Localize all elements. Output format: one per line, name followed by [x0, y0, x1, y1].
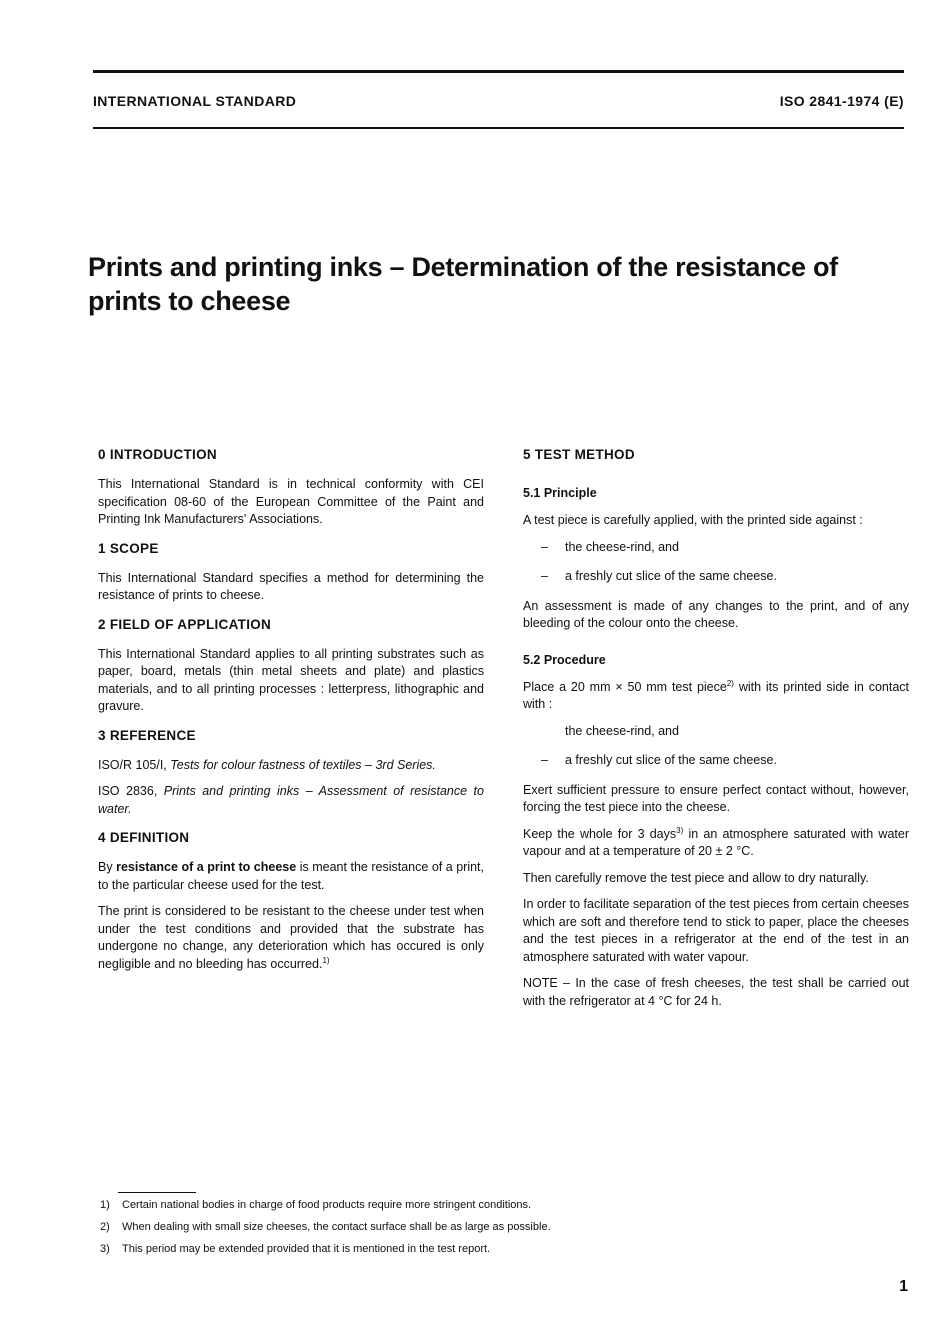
definition-term: resistance of a print to cheese	[116, 860, 297, 874]
footnote-number: 1)	[100, 1199, 110, 1211]
scope-text: This International Standard specifies a method for determining the resistance of prints to cheese.	[98, 570, 484, 602]
document-title	[88, 250, 908, 318]
section-principle	[523, 486, 909, 633]
standard-number-label: ISO 2841-1974 (E)	[779, 93, 904, 109]
reference-1-code: ISO/R 105/I,	[98, 757, 167, 772]
procedure-note: NOTE – In the case of fresh cheeses, the test shall be carried out with the refrigerator at 4 °C for 24 h.	[523, 976, 909, 1008]
right-column	[523, 447, 909, 1022]
principle-assessment: An assessment is made of any changes to the print, and of any bleeding of the colour onto the cheese.	[523, 598, 909, 630]
scope-heading: 1 SCOPE	[98, 540, 159, 556]
field-heading: 2 FIELD OF APPLICATION	[98, 616, 272, 632]
header-bottom-rule	[93, 127, 904, 129]
definition-prefix: By	[98, 860, 113, 874]
footnote-ref-2: 2)	[726, 678, 734, 688]
test-method-heading: 5 TEST METHOD	[523, 447, 635, 462]
footnote-text: Certain national bodies in charge of food products require more stringent conditions.	[122, 1199, 532, 1211]
footnote	[100, 1198, 720, 1213]
footnote-ref-3: 3)	[676, 825, 684, 835]
title-line-1: Prints and printing inks – Determination of the resistance of	[88, 252, 838, 282]
procedure-remove: Then carefully remove the test piece and allow to dry naturally.	[523, 870, 869, 885]
introduction-heading: 0 INTRODUCTION	[98, 447, 217, 462]
definition-heading: 4 DEFINITION	[98, 830, 190, 845]
principle-list-item	[523, 539, 909, 557]
procedure-item-2: a freshly cut slice of the same cheese.	[565, 753, 777, 767]
reference-item-2	[98, 783, 484, 818]
section-scope	[98, 541, 484, 605]
principle-heading: 5.1 Principle	[523, 486, 597, 500]
dash-marker: –	[541, 539, 548, 554]
procedure-intro	[523, 679, 909, 714]
procedure-intro-text: Place a 20 mm × 50 mm test piece	[523, 679, 727, 694]
footnote-text: This period may be extended provided that it is mentioned in the test report.	[122, 1243, 491, 1255]
definition-paragraph-1	[98, 859, 484, 894]
section-procedure	[523, 653, 909, 1011]
footnote	[100, 1242, 720, 1257]
title-line-2: prints to cheese	[88, 286, 291, 316]
footnote-number: 2)	[100, 1221, 110, 1233]
footnotes	[100, 1198, 720, 1264]
procedure-item-1: the cheese-rind, and	[565, 723, 679, 738]
reference-2-code: ISO 2836,	[98, 784, 158, 798]
section-field-of-application	[98, 617, 484, 716]
procedure-heading: 5.2 Procedure	[523, 652, 606, 667]
footnote-separator	[118, 1192, 196, 1193]
reference-1-title: Tests for colour fastness of textiles – 3rd Series.	[170, 757, 436, 772]
footnote-ref-1: 1)	[322, 955, 330, 965]
principle-list-item	[523, 568, 909, 586]
field-text: This International Standard applies to all printing substrates such as paper, board, metals (thin metal sheets and plate) and plastics materials, and to all printing processes : letterpress, lithographic and gravure.	[98, 646, 484, 713]
procedure-list-item	[523, 752, 909, 770]
reference-heading: 3 REFERENCE	[98, 727, 196, 743]
definition-paragraph-2-text: The print is considered to be resistant to the cheese under test when under the test conditions and provided that the substrate has undergone no change, any deterioration which has occured is only negligible and no bleeding has occurred.	[98, 904, 484, 971]
section-reference	[98, 728, 484, 819]
footnote	[100, 1220, 720, 1235]
principle-intro: A test piece is carefully applied, with the printed side against :	[523, 513, 863, 527]
procedure-list-item	[523, 723, 909, 741]
reference-2-title: Prints and printing inks – Assessment of resistance to water.	[98, 784, 484, 816]
header-top-rule	[93, 70, 904, 73]
footnote-number: 3)	[100, 1243, 110, 1255]
principle-item-1: the cheese-rind, and	[565, 539, 679, 554]
section-definition	[98, 830, 484, 973]
procedure-keep-text: Keep the whole for 3 days	[523, 826, 677, 841]
footnote-text: When dealing with small size cheeses, the contact surface shall be as large as possible.	[122, 1221, 551, 1233]
dash-marker: –	[541, 569, 548, 583]
procedure-intro-continued: with its printed side in contact with :	[523, 679, 910, 711]
dash-marker: –	[541, 753, 548, 767]
procedure-keep	[523, 826, 909, 861]
procedure-separation: In order to facilitate separation of the test pieces from certain cheeses which are soft and therefore tend to stick to paper, place the cheeses and the test pieces in a refrigerator at the end of the test in an atmosphere saturated with water vapour.	[523, 897, 909, 964]
introduction-text: This International Standard is in technical conformity with CEI specification 08-60 of the European Committee of the Paint and Printing Ink Manufacturers' Associations.	[98, 477, 484, 526]
document-type-label: INTERNATIONAL STANDARD	[93, 93, 297, 109]
section-introduction	[98, 447, 484, 529]
principle-item-2: a freshly cut slice of the same cheese.	[565, 569, 777, 583]
page-number: 1	[899, 1278, 908, 1295]
definition-paragraph-2	[98, 903, 484, 973]
definition-suffix: is meant the resistance of a print, to the particular cheese used for the test.	[98, 860, 484, 892]
left-column	[98, 447, 484, 985]
procedure-keep-continued: in an atmosphere saturated with water vapour and at a temperature of 20 ± 2 °C.	[523, 826, 909, 858]
procedure-pressure: Exert sufficient pressure to ensure perfect contact without, however, forcing the test piece into the cheese.	[523, 782, 909, 814]
reference-item-1	[98, 757, 484, 775]
